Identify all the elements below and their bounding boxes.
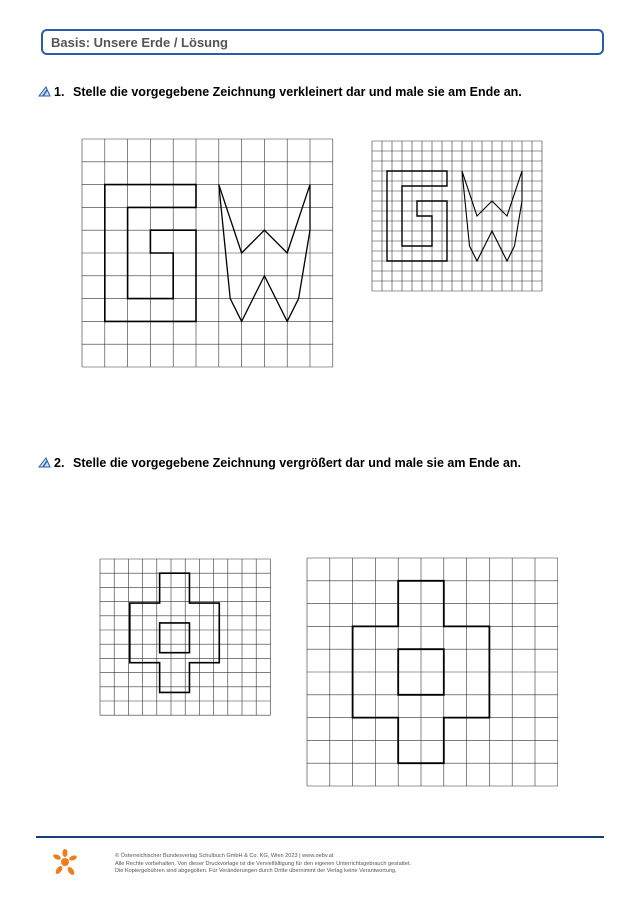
task-2: [38, 456, 521, 470]
grid-lines: [307, 558, 558, 786]
page-title: Basis: Unsere Erde / Lösung: [51, 35, 228, 50]
task-1-number: 1.: [54, 85, 65, 99]
footer-line-1: © Österreichischer Bundesverlag Schulbuch GmbH & Co. KG, Wien 2023 | www.oebv.at: [115, 853, 334, 859]
cross-outline: [130, 573, 219, 692]
grid-lines: [82, 139, 333, 367]
task-1-original-grid: [81, 138, 335, 368]
task-2-text: Stelle die vorgegebene Zeichnung vergrößert dar und male sie am Ende an.: [73, 456, 522, 470]
footer-copyright: [115, 853, 411, 876]
task-1: [38, 85, 522, 99]
task-2-enlarged-grid: [306, 557, 558, 787]
header-box: [41, 29, 604, 55]
task-2-original-grid: [99, 558, 272, 716]
task-2-number: 2.: [54, 456, 65, 470]
pencil-triangle-icon: [38, 457, 51, 468]
footer-divider: [36, 836, 604, 838]
grid-lines: [372, 141, 542, 291]
task-1-text: Stelle die vorgegebene Zeichnung verkleinert dar und male sie am Ende an.: [73, 85, 522, 99]
footer-line-3: Die Kopiergebühren sind abgegolten. Für Veränderungen durch Dritte übernimmt der Verlag keine Verantwortung.: [115, 868, 397, 874]
letter-g-outline-reduced: [387, 171, 447, 261]
task-1-reduced-grid: [371, 140, 544, 298]
footer-line-2: Alle Rechte vorbehalten. Von dieser Druckvorlage ist die Vervielfältigung für den eigenen Unterrichtsgebrauch gestattet.: [115, 860, 412, 867]
pencil-triangle-icon: [38, 86, 51, 97]
oebv-logo: [52, 849, 78, 877]
